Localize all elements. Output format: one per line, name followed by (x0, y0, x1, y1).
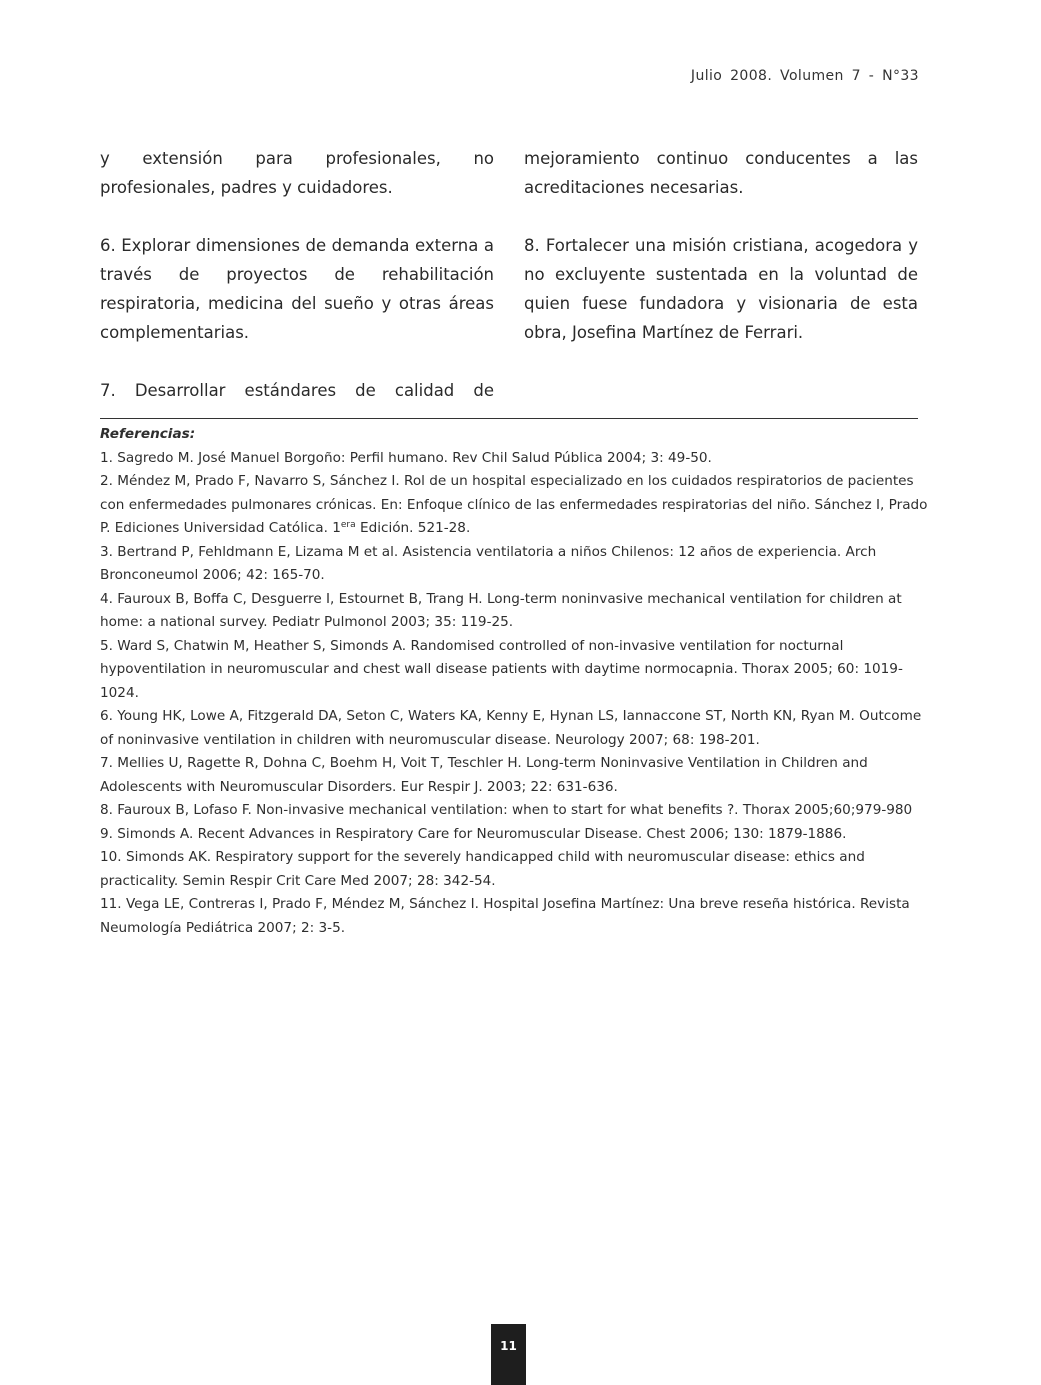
page-number: 11 (491, 1324, 526, 1385)
reference-item: 8. Fauroux B, Lofaso F. Non-invasive mechanical ventilation: when to start for what benefits ?. Thorax 2005;60;979-980 (100, 802, 913, 818)
paragraph-continuation-right: mejoramiento continuo conducentes a las acreditaciones necesarias. (524, 149, 918, 197)
reference-item: 10. Simonds AK. Respiratory support for the severely handicapped child with neuromuscular disease: ethics and practicality. Semin Respir Crit Care Med 2007; 28: 342-54. (100, 849, 865, 889)
reference-item: 7. Mellies U, Ragette R, Dohna C, Boehm H, Voit T, Teschler H. Long-term Noninvasive Ventilation in Children and Adolescents with Neuromuscular Disorders. Eur Respir J. 2003; 22: 631-636. (100, 755, 868, 795)
references-section (100, 423, 930, 940)
paragraph-item-6: 6. Explorar dimensiones de demanda externa a través de proyectos de rehabilitación respiratoria, medicina del sueño y otras áreas complementarias. (100, 236, 494, 342)
left-column (100, 144, 494, 434)
reference-item-tail: Edición. 521-28. (355, 520, 471, 536)
paragraph-item-7: 7. Desarrollar estándares de calidad de (100, 381, 494, 400)
reference-item (100, 470, 930, 541)
reference-item-text: 2. Méndez M, Prado F, Navarro S, Sánchez I. Rol de un hospital especializado en los cuidados respiratorios de pacientes con enfermedades pulmonares crónicas. En: Enfoque clínico de las enfermedades respiratorias del niño. Sánchez I, Prado P. Ediciones Universidad Católica. 1 (100, 473, 928, 536)
paragraph-item-8: 8. Fortalecer una misión cristiana, acogedora y no excluyente sustentada en la voluntad de quien fuese fundadora y visionaria de esta obra, Josefina Martínez de Ferrari. (524, 236, 918, 342)
reference-item: 9. Simonds A. Recent Advances in Respiratory Care for Neuromuscular Disease. Chest 2006; 130: 1879-1886. (100, 825, 847, 842)
paragraph-continuation: y extensión para profesionales, no profesionales, padres y cuidadores. (100, 149, 494, 197)
reference-superscript: era (340, 520, 356, 530)
reference-item: 6. Young HK, Lowe A, Fitzgerald DA, Seton C, Waters KA, Kenny E, Hynan LS, Iannaccone ST, North KN, Ryan M. Outcome of noninvasive ventilation in children with neuromuscular disease. Neurology 2007; 68: 198-201. (100, 708, 922, 748)
reference-item: 5. Ward S, Chatwin M, Heather S, Simonds A. Randomised controlled of non-invasive ventilation for nocturnal hypoventilation in neuromuscular and chest wall disease patients with daytime normocapnia. Thorax 2005; 60: 1019-1024. (100, 637, 903, 701)
references-title: Referencias: (100, 426, 196, 442)
right-column (524, 144, 918, 376)
reference-item: 3. Bertrand P, Fehldmann E, Lizama M et al. Asistencia ventilatoria a niños Chilenos: 12 años de experiencia. Arch Bronconeumol 2006; 42: 165-70. (100, 543, 877, 583)
reference-item: 1. Sagredo M. José Manuel Borgoño: Perfil humano. Rev Chil Salud Pública 2004; 3: 49-50. (100, 449, 712, 466)
reference-item: 11. Vega LE, Contreras I, Prado F, Méndez M, Sánchez I. Hospital Josefina Martínez: Una breve reseña histórica. Revista Neumología Pediátrica 2007; 2: 3-5. (100, 896, 910, 936)
issue-header: Julio 2008. Volumen 7 - N°33 (690, 68, 919, 84)
references-divider (100, 418, 918, 419)
reference-item: 4. Fauroux B, Boffa C, Desguerre I, Estournet B, Trang H. Long-term noninvasive mechanical ventilation for children at home: a national survey. Pediatr Pulmonol 2003; 35: 119-25. (100, 590, 902, 630)
